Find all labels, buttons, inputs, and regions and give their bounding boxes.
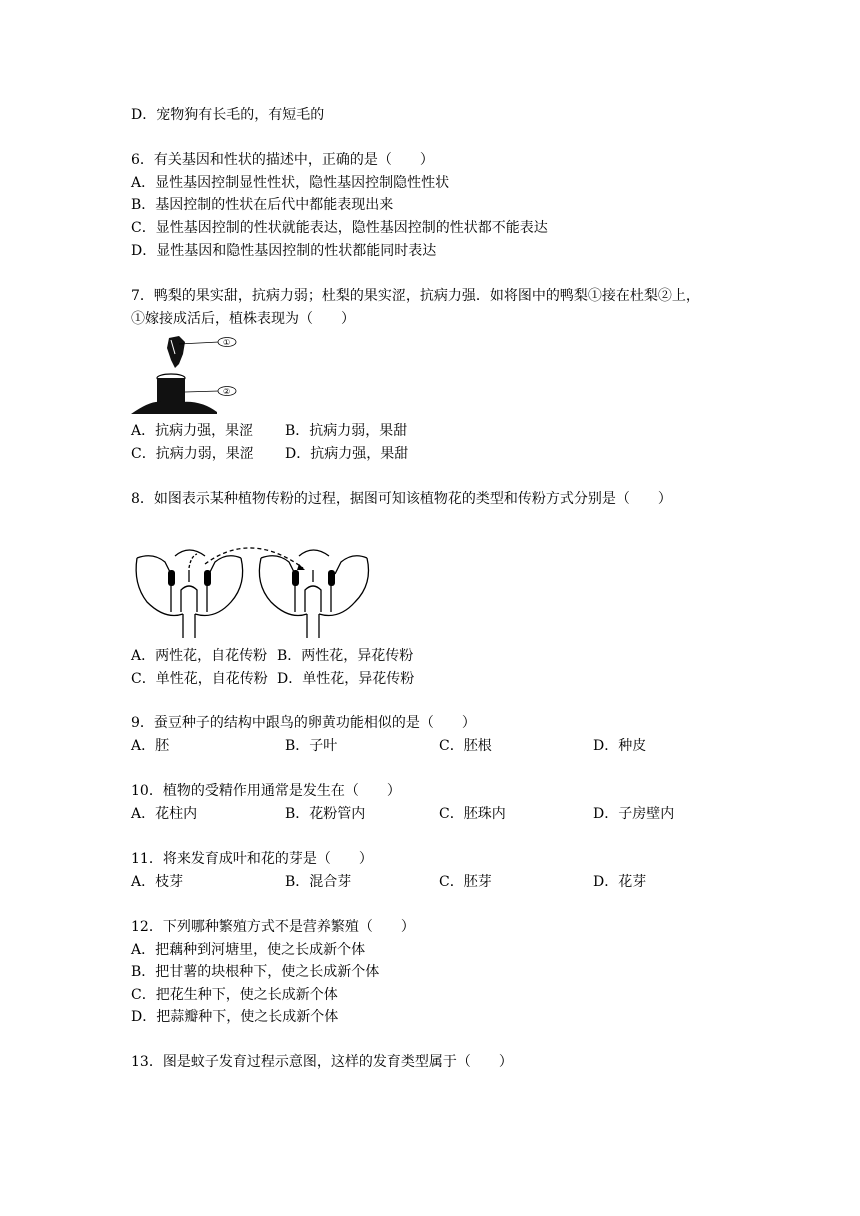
q8-option-c: C．单性花，自花传粉 xyxy=(131,671,268,687)
q9-option-a: A．胚 xyxy=(131,738,170,754)
q7-stem-line2: ①嫁接成活后，植株表现为（ ） xyxy=(131,311,355,327)
q6-option-a: A．显性基因控制显性性状，隐性基因控制隐性性状 xyxy=(131,175,450,191)
q10-option-d: D．子房壁内 xyxy=(593,806,675,822)
q9-option-c: C．胚根 xyxy=(439,738,492,754)
q7-stem-line1: 7．鸭梨的果实甜，抗病力弱；杜梨的果实涩，抗病力强．如将图中的鸭梨①接在杜梨②上， xyxy=(131,288,700,304)
figure-label-2: ② xyxy=(223,387,231,396)
q11-option-a: A．枝芽 xyxy=(131,874,184,890)
grafting-diagram xyxy=(131,334,241,416)
q12-option-a: A．把藕种到河塘里，使之长成新个体 xyxy=(131,942,366,958)
q8-option-d: D．单性花，异花传粉 xyxy=(277,671,415,687)
q6-option-c: C．显性基因控制的性状就能表达，隐性基因控制的性状都不能表达 xyxy=(131,220,548,236)
q8-option-a: A．两性花，自花传粉 xyxy=(131,648,268,664)
q12-option-b: B．把甘薯的块根种下，使之长成新个体 xyxy=(131,964,380,980)
q10-option-b: B．花粉管内 xyxy=(285,806,366,822)
q10-option-c: C．胚珠内 xyxy=(439,806,506,822)
q9-option-d: D．种皮 xyxy=(593,738,647,754)
q9-option-b: B．子叶 xyxy=(285,738,338,754)
q5-option-d: D．宠物狗有长毛的，有短毛的 xyxy=(131,107,325,123)
q12-option-c: C．把花生种下，使之长成新个体 xyxy=(131,987,338,1003)
q10-option-a: A．花柱内 xyxy=(131,806,198,822)
q11-option-b: B．混合芽 xyxy=(285,874,352,890)
q13-stem: 13．图是蚊子发育过程示意图，这样的发育类型属于（ ） xyxy=(131,1054,513,1070)
q6-option-d: D．显性基因和隐性基因控制的性状都能同时表达 xyxy=(131,243,437,259)
q8-option-b: B．两性花，异花传粉 xyxy=(277,648,414,664)
q10-stem: 10．植物的受精作用通常是发生在（ ） xyxy=(131,783,401,799)
q7-option-b: B．抗病力弱，果甜 xyxy=(285,423,408,439)
figure-label-1: ① xyxy=(223,338,231,347)
q7-option-d: D．抗病力强，果甜 xyxy=(285,446,409,462)
q7-option-c: C．抗病力弱，果涩 xyxy=(131,446,254,462)
q11-option-c: C．胚芽 xyxy=(439,874,492,890)
q9-stem: 9．蚕豆种子的结构中跟鸟的卵黄功能相似的是（ ） xyxy=(131,715,476,731)
q12-stem: 12．下列哪种繁殖方式不是营养繁殖（ ） xyxy=(131,919,415,935)
grafting-figure xyxy=(131,334,241,416)
q6-option-b: B．基因控制的性状在后代中都能表现出来 xyxy=(131,197,394,213)
q7-option-a: A．抗病力强，果涩 xyxy=(131,423,254,439)
q11-stem: 11．将来发育成叶和花的芽是（ ） xyxy=(131,851,373,867)
q12-option-d: D．把蒜瓣种下，使之长成新个体 xyxy=(131,1009,339,1025)
q8-stem: 8．如图表示某种植物传粉的过程，据图可知该植物花的类型和传粉方式分别是（ ） xyxy=(131,491,672,507)
pollination-figure xyxy=(131,534,381,638)
q6-stem: 6．有关基因和性状的描述中，正确的是（ ） xyxy=(131,152,434,168)
q11-option-d: D．花芽 xyxy=(593,874,647,890)
pollination-diagram xyxy=(131,534,381,638)
